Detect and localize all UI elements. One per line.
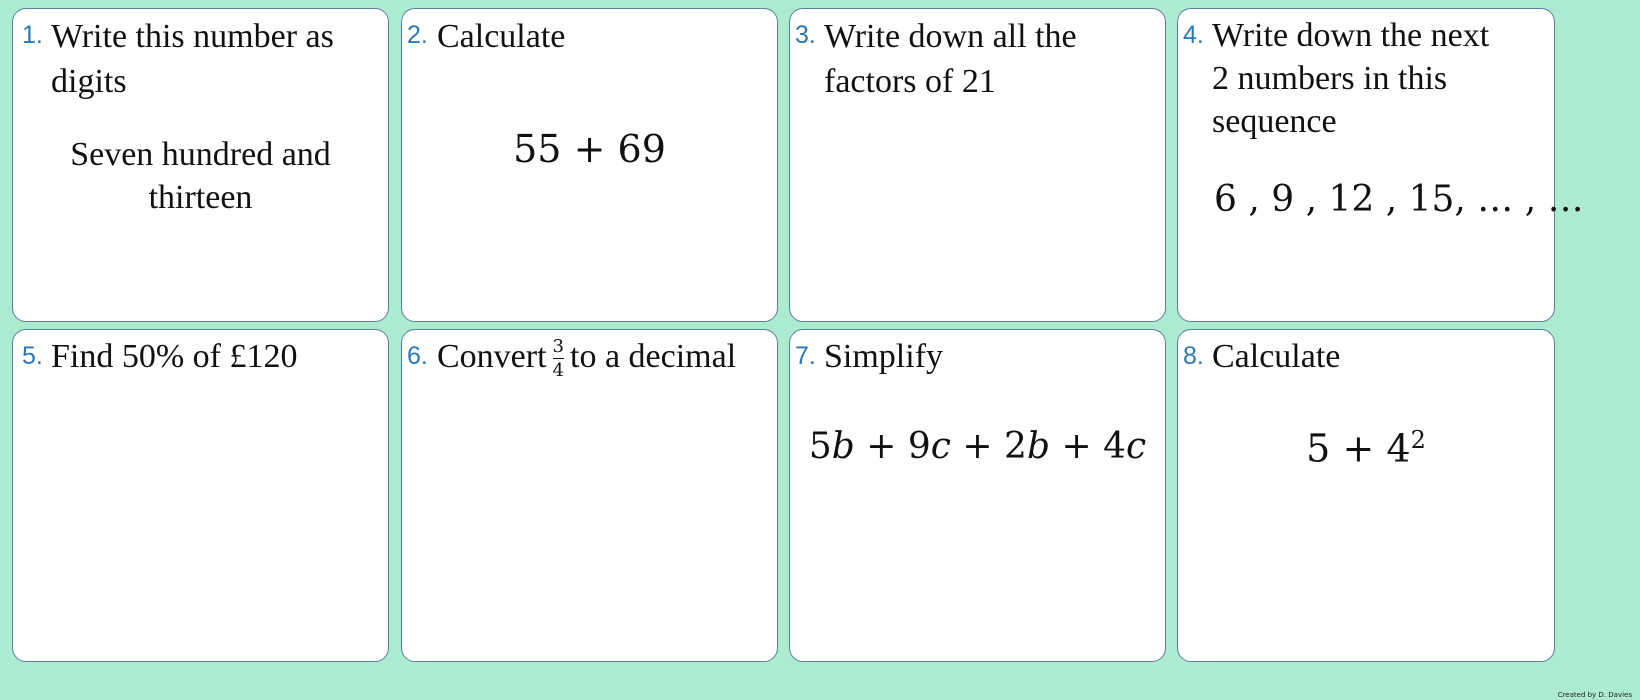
question-line-1: Write down all the bbox=[824, 18, 1077, 55]
question-text bbox=[824, 14, 1077, 104]
variable: b bbox=[831, 426, 855, 467]
question-number: 3. bbox=[795, 21, 816, 49]
question-line-1: Write this number as bbox=[51, 18, 334, 55]
coefficient: 2 bbox=[1004, 426, 1027, 467]
question-card-8 bbox=[1177, 329, 1555, 662]
question-line-2: 2 numbers in this bbox=[1212, 60, 1448, 97]
question-text: Find 50% of £120 bbox=[51, 338, 298, 375]
number-sequence: 6 , 9 , 12 , 15, … , … bbox=[1214, 179, 1584, 220]
question-text bbox=[437, 334, 736, 381]
question-line-2: factors of 21 bbox=[824, 63, 996, 100]
question-text bbox=[51, 14, 334, 104]
question-text: Simplify bbox=[824, 338, 944, 375]
question-line-2: digits bbox=[51, 63, 127, 100]
fraction-denominator: 4 bbox=[552, 360, 564, 382]
question-card-6 bbox=[401, 329, 778, 662]
plus-sign: + bbox=[573, 127, 606, 171]
to-decimal-label: to a decimal bbox=[570, 338, 737, 375]
question-number: 5. bbox=[22, 342, 43, 370]
operand-a: 55 bbox=[513, 127, 562, 171]
coefficient: 9 bbox=[907, 426, 931, 467]
power-expression bbox=[1178, 426, 1554, 471]
question-card-5 bbox=[12, 329, 389, 662]
base: 4 bbox=[1386, 426, 1411, 471]
question-card-4 bbox=[1177, 8, 1584, 322]
question-card-1 bbox=[12, 8, 389, 322]
variable: c bbox=[930, 426, 951, 467]
variable: b bbox=[1026, 426, 1050, 467]
credit-text: Created by D. Davies bbox=[1557, 691, 1632, 699]
words-line-1: Seven hundred and bbox=[70, 136, 331, 173]
question-number: 4. bbox=[1183, 21, 1204, 49]
question-number: 7. bbox=[795, 342, 816, 370]
question-card-2 bbox=[401, 8, 778, 322]
operand-b: 69 bbox=[617, 127, 666, 171]
plus-sign: + bbox=[866, 426, 897, 467]
question-number: 1. bbox=[22, 21, 43, 49]
question-line-3: sequence bbox=[1212, 103, 1337, 140]
question-line-1: Write down the next bbox=[1212, 17, 1490, 54]
plus-sign: + bbox=[962, 426, 993, 467]
fraction-numerator: 3 bbox=[552, 336, 564, 358]
question-text bbox=[1212, 14, 1489, 143]
coefficient: 5 bbox=[808, 426, 832, 467]
plus-sign: + bbox=[1342, 426, 1375, 471]
number-in-words bbox=[13, 133, 388, 219]
question-card-3 bbox=[789, 8, 1166, 322]
question-card-7 bbox=[789, 329, 1166, 662]
operand-a: 5 bbox=[1306, 426, 1331, 471]
fraction-bar bbox=[553, 358, 564, 359]
variable: c bbox=[1125, 426, 1147, 467]
words-line-2: thirteen bbox=[148, 179, 253, 216]
question-number: 2. bbox=[407, 21, 428, 49]
fraction bbox=[553, 337, 564, 381]
plus-sign: + bbox=[1061, 426, 1092, 467]
question-text: Calculate bbox=[1212, 338, 1341, 375]
question-number: 8. bbox=[1183, 342, 1204, 370]
question-number: 6. bbox=[407, 342, 428, 370]
coefficient: 4 bbox=[1103, 426, 1126, 467]
algebraic-expression bbox=[790, 426, 1165, 467]
question-text: Calculate bbox=[437, 18, 566, 55]
exponent: 2 bbox=[1410, 426, 1426, 454]
addition-expression bbox=[402, 127, 777, 171]
convert-label: Convert bbox=[437, 338, 547, 375]
